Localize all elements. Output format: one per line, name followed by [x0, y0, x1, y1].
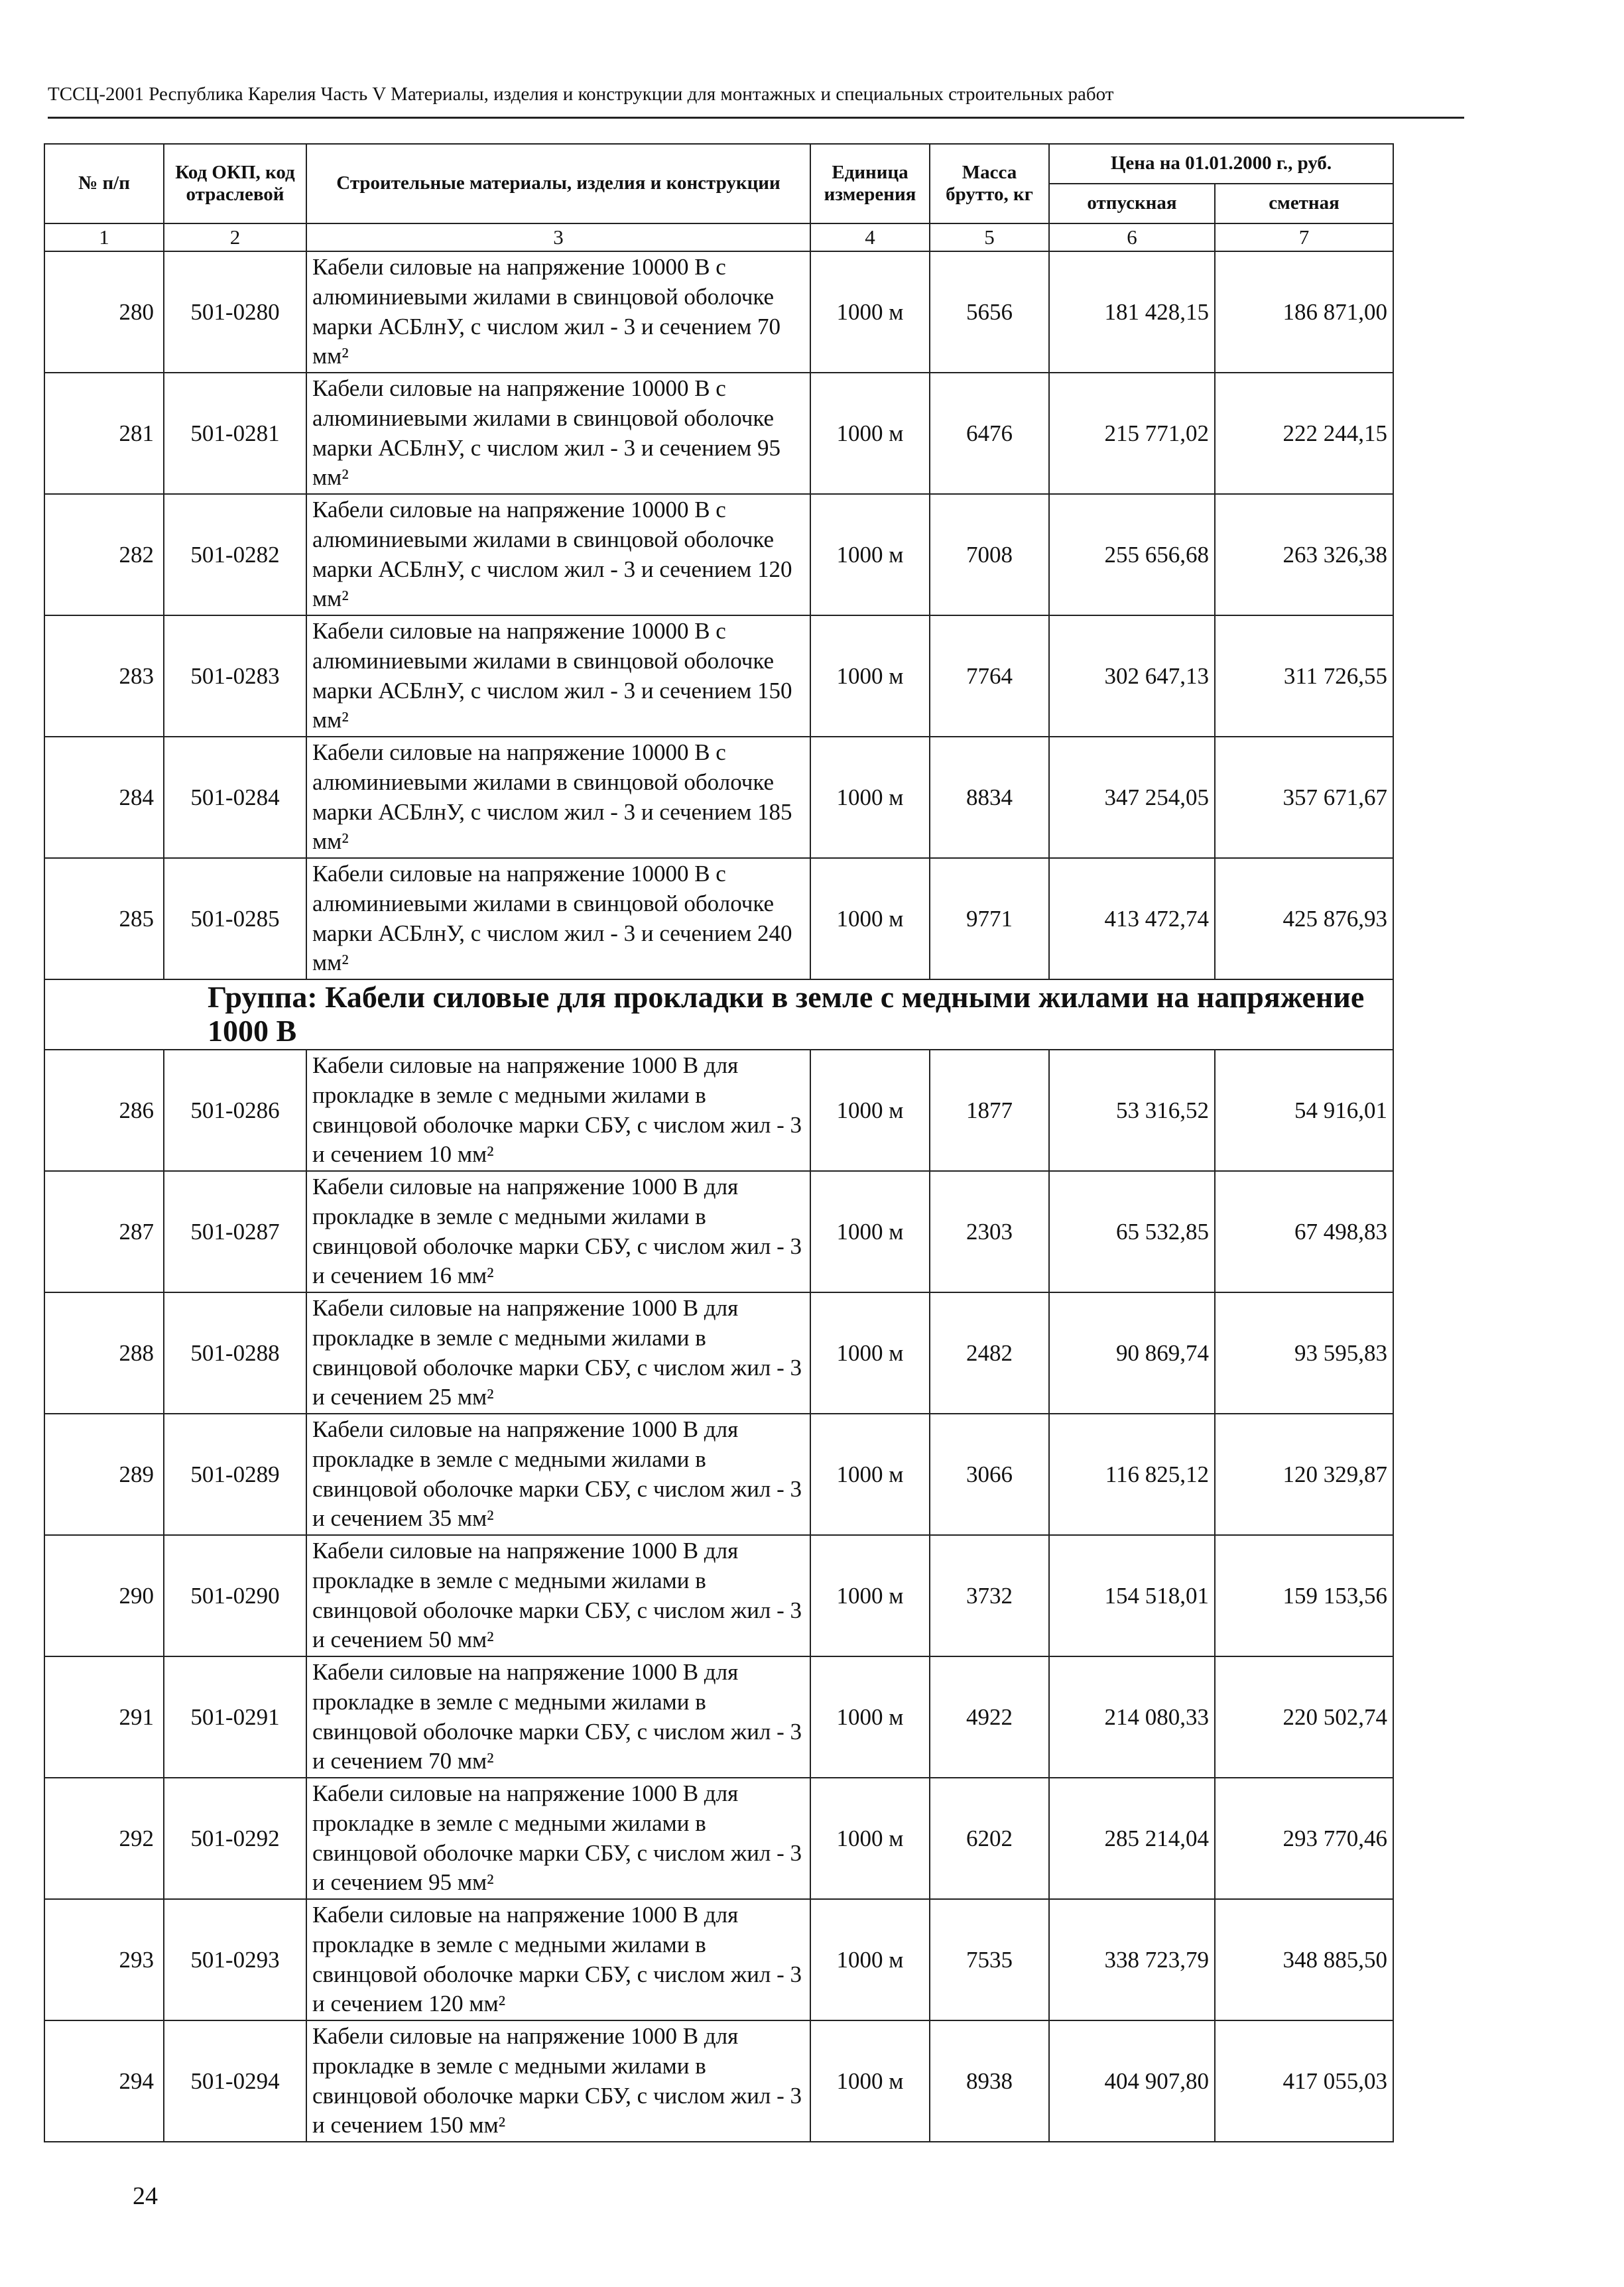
material-description: Кабели силовые на напряжение 10000 В с алюминиевыми жилами в свинцовой оболочке марки АСБлнУ, с числом жил - 3 и сечением 70 мм² — [306, 251, 810, 373]
release-price: 285 214,04 — [1049, 1778, 1215, 1899]
gross-mass: 1877 — [930, 1050, 1049, 1171]
okp-code: 501-0286 — [164, 1050, 306, 1171]
unit-of-measure: 1000 м — [810, 1899, 930, 2020]
estimate-price: 293 770,46 — [1215, 1778, 1393, 1899]
material-description: Кабели силовые на напряжение 10000 В с алюминиевыми жилами в свинцовой оболочке марки АСБлнУ, с числом жил - 3 и сечением 240 мм² — [306, 858, 810, 979]
row-number: 284 — [44, 737, 164, 858]
material-description: Кабели силовые на напряжение 1000 В для прокладке в земле с медными жилами в свинцовой оболочке марки СБУ, с числом жил - 3 и сечением 70 мм² — [306, 1656, 810, 1778]
unit-of-measure: 1000 м — [810, 737, 930, 858]
col-header-okp-code: Код ОКП, код отраслевой — [164, 144, 306, 223]
group-heading-row — [44, 979, 1393, 1050]
material-description: Кабели силовые на напряжение 10000 В с алюминиевыми жилами в свинцовой оболочке марки АСБлнУ, с числом жил - 3 и сечением 185 мм² — [306, 737, 810, 858]
unit-of-measure: 1000 м — [810, 494, 930, 615]
estimate-price: 67 498,83 — [1215, 1171, 1393, 1292]
table-row — [44, 1050, 1393, 1171]
okp-code: 501-0287 — [164, 1171, 306, 1292]
gross-mass: 8834 — [930, 737, 1049, 858]
estimate-price: 220 502,74 — [1215, 1656, 1393, 1778]
estimate-price: 311 726,55 — [1215, 615, 1393, 737]
release-price: 214 080,33 — [1049, 1656, 1215, 1778]
okp-code: 501-0283 — [164, 615, 306, 737]
row-number: 280 — [44, 251, 164, 373]
table-row — [44, 2020, 1393, 2142]
row-number: 294 — [44, 2020, 164, 2142]
column-number: 6 — [1049, 223, 1215, 251]
okp-code: 501-0280 — [164, 251, 306, 373]
unit-of-measure: 1000 м — [810, 1414, 930, 1535]
estimate-price: 263 326,38 — [1215, 494, 1393, 615]
row-number: 282 — [44, 494, 164, 615]
release-price: 65 532,85 — [1049, 1171, 1215, 1292]
okp-code: 501-0281 — [164, 373, 306, 494]
material-description: Кабели силовые на напряжение 1000 В для прокладке в земле с медными жилами в свинцовой оболочке марки СБУ, с числом жил - 3 и сечением 16 мм² — [306, 1171, 810, 1292]
unit-of-measure: 1000 м — [810, 1656, 930, 1778]
unit-of-measure: 1000 м — [810, 2020, 930, 2142]
col-header-price-release: отпускная — [1049, 184, 1215, 223]
unit-of-measure: 1000 м — [810, 1050, 930, 1171]
material-description: Кабели силовые на напряжение 1000 В для прокладке в земле с медными жилами в свинцовой оболочке марки СБУ, с числом жил - 3 и сечением 10 мм² — [306, 1050, 810, 1171]
table-row — [44, 1778, 1393, 1899]
unit-of-measure: 1000 м — [810, 1535, 930, 1656]
estimate-price: 425 876,93 — [1215, 858, 1393, 979]
gross-mass: 6202 — [930, 1778, 1049, 1899]
page-header: ТССЦ-2001 Республика Карелия Часть V Материалы, изделия и конструкции для монтажных и специальных строительных работ — [48, 84, 1114, 105]
material-description: Кабели силовые на напряжение 1000 В для прокладке в земле с медными жилами в свинцовой оболочке марки СБУ, с числом жил - 3 и сечением 35 мм² — [306, 1414, 810, 1535]
table-row — [44, 494, 1393, 615]
table-row — [44, 1171, 1393, 1292]
estimate-price: 93 595,83 — [1215, 1292, 1393, 1414]
okp-code: 501-0291 — [164, 1656, 306, 1778]
page-number: 24 — [133, 2182, 158, 2210]
gross-mass: 2482 — [930, 1292, 1049, 1414]
unit-of-measure: 1000 м — [810, 615, 930, 737]
gross-mass: 2303 — [930, 1171, 1049, 1292]
col-header-mass: Масса брутто, кг — [930, 144, 1049, 223]
okp-code: 501-0289 — [164, 1414, 306, 1535]
table-row — [44, 615, 1393, 737]
gross-mass: 7535 — [930, 1899, 1049, 2020]
table-row — [44, 1292, 1393, 1414]
release-price: 181 428,15 — [1049, 251, 1215, 373]
release-price: 53 316,52 — [1049, 1050, 1215, 1171]
okp-code: 501-0285 — [164, 858, 306, 979]
material-description: Кабели силовые на напряжение 10000 В с алюминиевыми жилами в свинцовой оболочке марки АСБлнУ, с числом жил - 3 и сечением 120 мм² — [306, 494, 810, 615]
row-number: 293 — [44, 1899, 164, 2020]
release-price: 215 771,02 — [1049, 373, 1215, 494]
material-description: Кабели силовые на напряжение 10000 В с алюминиевыми жилами в свинцовой оболочке марки АСБлнУ, с числом жил - 3 и сечением 150 мм² — [306, 615, 810, 737]
column-number: 7 — [1215, 223, 1393, 251]
row-number: 286 — [44, 1050, 164, 1171]
gross-mass: 7764 — [930, 615, 1049, 737]
table-row — [44, 858, 1393, 979]
gross-mass: 8938 — [930, 2020, 1049, 2142]
gross-mass: 3732 — [930, 1535, 1049, 1656]
release-price: 154 518,01 — [1049, 1535, 1215, 1656]
estimate-price: 54 916,01 — [1215, 1050, 1393, 1171]
okp-code: 501-0284 — [164, 737, 306, 858]
col-header-num: № п/п — [44, 144, 164, 223]
estimate-price: 348 885,50 — [1215, 1899, 1393, 2020]
release-price: 338 723,79 — [1049, 1899, 1215, 2020]
col-header-unit: Единица измерения — [810, 144, 930, 223]
release-price: 404 907,80 — [1049, 2020, 1215, 2142]
estimate-price: 417 055,03 — [1215, 2020, 1393, 2142]
col-header-price-estimate: сметная — [1215, 184, 1393, 223]
group-heading: Группа: Кабели силовые для прокладки в земле с медными жилами на напряжение 1000 В — [44, 979, 1393, 1050]
row-number: 285 — [44, 858, 164, 979]
okp-code: 501-0294 — [164, 2020, 306, 2142]
unit-of-measure: 1000 м — [810, 858, 930, 979]
unit-of-measure: 1000 м — [810, 1171, 930, 1292]
gross-mass: 6476 — [930, 373, 1049, 494]
material-description: Кабели силовые на напряжение 1000 В для прокладке в земле с медными жилами в свинцовой оболочке марки СБУ, с числом жил - 3 и сечением 25 мм² — [306, 1292, 810, 1414]
release-price: 302 647,13 — [1049, 615, 1215, 737]
table-row — [44, 737, 1393, 858]
table-row — [44, 1899, 1393, 2020]
row-number: 281 — [44, 373, 164, 494]
unit-of-measure: 1000 м — [810, 373, 930, 494]
release-price: 255 656,68 — [1049, 494, 1215, 615]
unit-of-measure: 1000 м — [810, 1778, 930, 1899]
table-row — [44, 251, 1393, 373]
column-number-row — [44, 223, 1393, 251]
column-number: 1 — [44, 223, 164, 251]
unit-of-measure: 1000 м — [810, 251, 930, 373]
estimate-price: 222 244,15 — [1215, 373, 1393, 494]
release-price: 116 825,12 — [1049, 1414, 1215, 1535]
okp-code: 501-0293 — [164, 1899, 306, 2020]
estimate-price: 159 153,56 — [1215, 1535, 1393, 1656]
material-description: Кабели силовые на напряжение 10000 В с алюминиевыми жилами в свинцовой оболочке марки АСБлнУ, с числом жил - 3 и сечением 95 мм² — [306, 373, 810, 494]
estimate-price: 357 671,67 — [1215, 737, 1393, 858]
okp-code: 501-0292 — [164, 1778, 306, 1899]
price-table — [44, 143, 1394, 2142]
gross-mass: 7008 — [930, 494, 1049, 615]
table-row — [44, 1656, 1393, 1778]
col-header-name: Строительные материалы, изделия и конструкции — [306, 144, 810, 223]
table-row — [44, 373, 1393, 494]
gross-mass: 3066 — [930, 1414, 1049, 1535]
gross-mass: 4922 — [930, 1656, 1049, 1778]
material-description: Кабели силовые на напряжение 1000 В для прокладке в земле с медными жилами в свинцовой оболочке марки СБУ, с числом жил - 3 и сечением 95 мм² — [306, 1778, 810, 1899]
material-description: Кабели силовые на напряжение 1000 В для прокладке в земле с медными жилами в свинцовой оболочке марки СБУ, с числом жил - 3 и сечением 120 мм² — [306, 1899, 810, 2020]
col-header-price-group: Цена на 01.01.2000 г., руб. — [1049, 144, 1393, 184]
row-number: 288 — [44, 1292, 164, 1414]
row-number: 292 — [44, 1778, 164, 1899]
column-number: 4 — [810, 223, 930, 251]
okp-code: 501-0290 — [164, 1535, 306, 1656]
estimate-price: 120 329,87 — [1215, 1414, 1393, 1535]
estimate-price: 186 871,00 — [1215, 251, 1393, 373]
table-row — [44, 1535, 1393, 1656]
release-price: 90 869,74 — [1049, 1292, 1215, 1414]
row-number: 287 — [44, 1171, 164, 1292]
row-number: 290 — [44, 1535, 164, 1656]
column-number: 2 — [164, 223, 306, 251]
release-price: 413 472,74 — [1049, 858, 1215, 979]
gross-mass: 5656 — [930, 251, 1049, 373]
column-number: 5 — [930, 223, 1049, 251]
table-row — [44, 1414, 1393, 1535]
row-number: 291 — [44, 1656, 164, 1778]
material-description: Кабели силовые на напряжение 1000 В для прокладке в земле с медными жилами в свинцовой оболочке марки СБУ, с числом жил - 3 и сечением 50 мм² — [306, 1535, 810, 1656]
row-number: 289 — [44, 1414, 164, 1535]
row-number: 283 — [44, 615, 164, 737]
release-price: 347 254,05 — [1049, 737, 1215, 858]
unit-of-measure: 1000 м — [810, 1292, 930, 1414]
column-number: 3 — [306, 223, 810, 251]
material-description: Кабели силовые на напряжение 1000 В для прокладке в земле с медными жилами в свинцовой оболочке марки СБУ, с числом жил - 3 и сечением 150 мм² — [306, 2020, 810, 2142]
gross-mass: 9771 — [930, 858, 1049, 979]
okp-code: 501-0288 — [164, 1292, 306, 1414]
okp-code: 501-0282 — [164, 494, 306, 615]
header-divider — [48, 117, 1464, 119]
